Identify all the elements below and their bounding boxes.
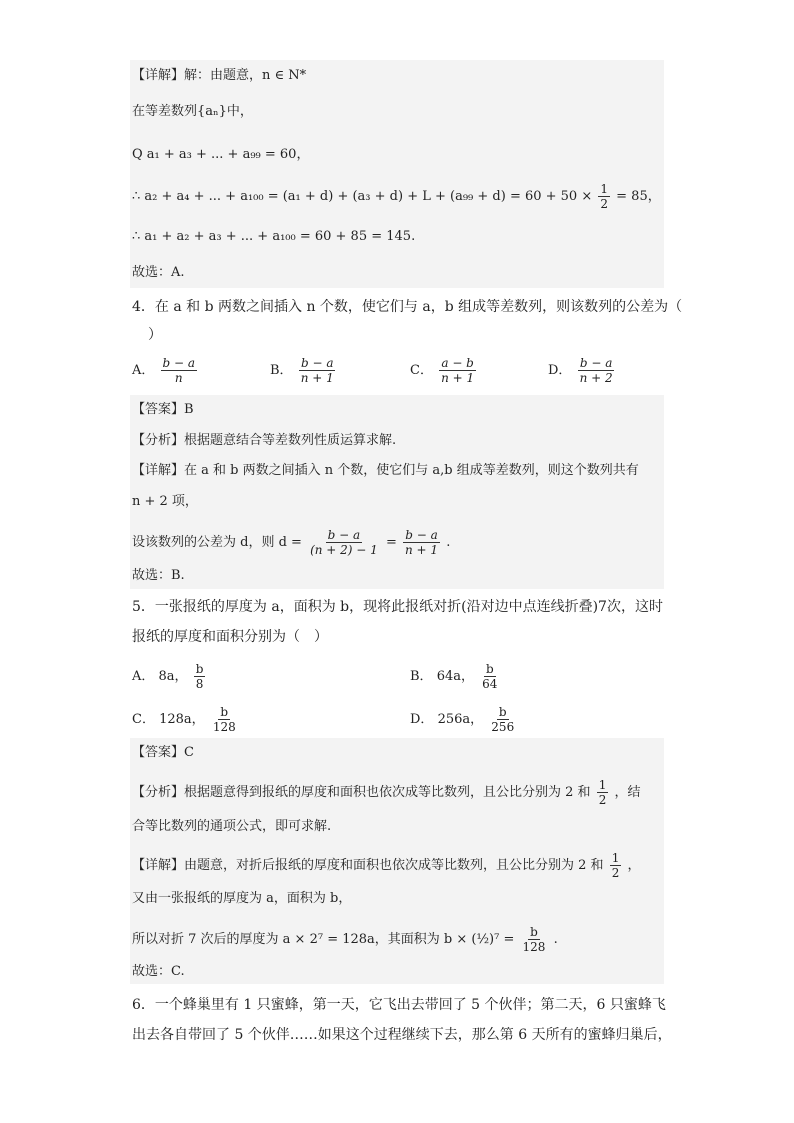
q3-detail-line4: [132, 182, 662, 211]
q5-option-c-label: C．: [132, 712, 155, 727]
q4-option-c-numerator: a − b: [441, 356, 474, 370]
q5-detail1-fraction: [610, 851, 622, 880]
q4-option-d-label: D．: [548, 363, 572, 378]
q5-option-b-fraction: [480, 662, 499, 691]
q4-option-a-denominator: n: [174, 371, 183, 385]
q5-analysis1-text: 【分析】根据题意得到报纸的厚度和面积也依次成等比数列，且公比分别为 2 和: [132, 785, 591, 800]
q6-stem-line1: 6．一个蜂巢里有 1 只蜜蜂，第一天，它飞出去带回了 5 个伙伴；第二天，6 只蜜蜂飞: [132, 997, 666, 1013]
q5-detail3-fraction: [521, 925, 548, 954]
q5-stem-line1: 5．一张报纸的厚度为 a，面积为 b，现将此报纸对折(沿对边中点连线折叠)7次，这时: [132, 599, 663, 615]
q4-option-d-denominator: n + 2: [579, 371, 613, 385]
q5-option-a-numerator: b: [195, 662, 204, 676]
q4-detail-line2: n + 2 项，: [132, 494, 198, 509]
q4-detail3-numerator-1: b − a: [327, 528, 361, 542]
q4-detail-line3: [132, 528, 662, 557]
q4-analysis: 【分析】根据题意结合等差数列性质运算求解.: [132, 433, 397, 448]
q3-choose: 故选：A.: [132, 265, 185, 280]
q4-detail3-numerator-2: b − a: [405, 528, 438, 542]
q5-detail1-denominator: 2: [611, 866, 620, 880]
q5-detail3-numerator: b: [530, 925, 538, 939]
q5-option-d-denominator: 256: [491, 720, 515, 734]
q5-choose: 故选：C.: [132, 964, 185, 979]
q5-option-b-thickness: 64a，: [436, 669, 474, 684]
q5-stem-line2: 报纸的厚度和面积分别为（ ）: [132, 629, 328, 645]
q3-line4-denominator: 2: [600, 197, 609, 211]
q4-option-a-fraction: [161, 356, 198, 385]
q5-answer: 【答案】C: [132, 745, 194, 760]
q4-option-b-denominator: n + 1: [300, 371, 334, 385]
q4-detail3-denominator-1: (n + 2) − 1: [310, 543, 378, 557]
q4-option-d-fraction: [578, 356, 615, 385]
q5-analysis1-numerator: 1: [598, 778, 607, 792]
q4-option-a-label: A．: [132, 363, 155, 378]
q4-detail3-period: .: [446, 535, 451, 550]
q4-detail-line1: 【详解】在 a 和 b 两数之间插入 n 个数，使它们与 a,b 组成等差数列，则这个数列共有: [132, 463, 639, 478]
q5-option-c-fraction: [211, 705, 238, 734]
q4-detail3-equals: =: [385, 535, 397, 550]
q4-option-c-denominator: n + 1: [441, 371, 475, 385]
q5-analysis-line2: 合等比数列的通项公式，即可求解.: [132, 819, 332, 834]
q3-detail-line2: 在等差数列{aₙ}中，: [132, 104, 253, 119]
q3-explanation-block: [130, 60, 664, 288]
q5-detail3-text: 所以对折 7 次后的厚度为 a × 2⁷ = 128a，其面积为 b × (½)⁷ =: [132, 932, 515, 947]
q4-detail3-fraction-1: [308, 528, 380, 557]
q4-option-a[interactable]: [132, 356, 199, 385]
q5-detail1-text: 【详解】由题意，对折后报纸的厚度和面积也依次成等比数列，且公比分别为 2 和: [132, 858, 604, 873]
q4-detail3-fraction-2: [403, 528, 440, 557]
q4-option-d-numerator: b − a: [579, 356, 613, 370]
q5-option-c-thickness: 128a，: [159, 712, 205, 727]
q5-detail3-period: .: [553, 932, 558, 947]
q4-option-b-label: B．: [270, 363, 293, 378]
q5-option-b[interactable]: [410, 662, 501, 691]
q5-option-d-thickness: 256a，: [437, 712, 484, 727]
q4-answer: 【答案】B: [132, 402, 194, 417]
q5-option-d-label: D．: [410, 712, 434, 727]
q4-option-a-numerator: b − a: [162, 356, 196, 370]
q5-analysis1-denominator: 2: [598, 793, 607, 807]
q4-option-b-numerator: b − a: [300, 356, 334, 370]
q4-stem-line1: 4．在 a 和 b 两数之间插入 n 个数，使它们与 a，b 组成等差数列，则该数列的公差为（: [132, 299, 683, 315]
q4-option-c[interactable]: [410, 356, 478, 385]
q5-analysis1-fraction: [597, 778, 609, 807]
q5-analysis1-tail: ，结: [614, 785, 641, 800]
q5-detail1-tail: ，: [627, 858, 641, 873]
q4-option-c-label: C．: [410, 363, 433, 378]
q4-choose: 故选：B.: [132, 568, 185, 583]
q3-detail-line1: 【详解】解：由题意，n ∈ N*: [132, 68, 307, 83]
q3-detail-line3: Q a₁ + a₃ + ... + a₉₉ = 60，: [132, 147, 310, 162]
q4-option-b-fraction: [299, 356, 336, 385]
q3-line4-numerator: 1: [600, 182, 609, 196]
q5-detail-line2: 又由一张报纸的厚度为 a，面积为 b，: [132, 891, 352, 906]
q5-analysis-line1: [132, 778, 662, 807]
q6-stem-line2: 出去各自带回了 5 个伙伴……如果这个过程继续下去，那么第 6 天所有的蜜蜂归巢后，: [132, 1027, 672, 1043]
q3-line4-result: = 85，: [616, 189, 661, 204]
q4-detail3-text: 设该数列的公差为 d，则 d =: [132, 535, 302, 550]
q5-option-c[interactable]: [132, 705, 240, 734]
q5-option-a-fraction: [194, 662, 206, 691]
q5-option-a-thickness: 8a，: [158, 669, 188, 684]
q4-detail3-denominator-2: n + 1: [405, 543, 439, 557]
q5-detail-line3: [132, 925, 662, 954]
q3-line4-fraction: [598, 182, 610, 211]
q5-detail1-numerator: 1: [611, 851, 620, 865]
q5-option-b-denominator: 64: [482, 677, 498, 691]
q5-detail-line1: [132, 851, 662, 880]
q5-option-d-fraction: [489, 705, 516, 734]
q5-option-a-label: A．: [132, 669, 155, 684]
q5-option-b-numerator: b: [485, 662, 494, 676]
q5-option-b-label: B．: [410, 669, 433, 684]
q3-line4-text: ∴ a₂ + a₄ + ... + a₁₀₀ = (a₁ + d) + (a₃ + d) + L + (a₉₉ + d) = 60 + 50 ×: [132, 189, 593, 204]
q5-option-d-numerator: b: [498, 705, 507, 719]
q5-option-d[interactable]: [410, 705, 518, 734]
q4-option-d[interactable]: [548, 356, 617, 385]
q5-option-a-denominator: 8: [195, 677, 204, 691]
q4-option-c-fraction: [439, 356, 476, 385]
q3-detail-line5: ∴ a₁ + a₂ + a₃ + ... + a₁₀₀ = 60 + 85 = 145.: [132, 229, 416, 244]
q5-detail3-denominator: 128: [522, 940, 546, 954]
q4-option-b[interactable]: [270, 356, 338, 385]
q5-option-a[interactable]: [132, 662, 207, 691]
q5-option-c-numerator: b: [220, 705, 229, 719]
q4-stem-line2: ）: [148, 327, 162, 343]
q5-option-c-denominator: 128: [212, 720, 236, 734]
